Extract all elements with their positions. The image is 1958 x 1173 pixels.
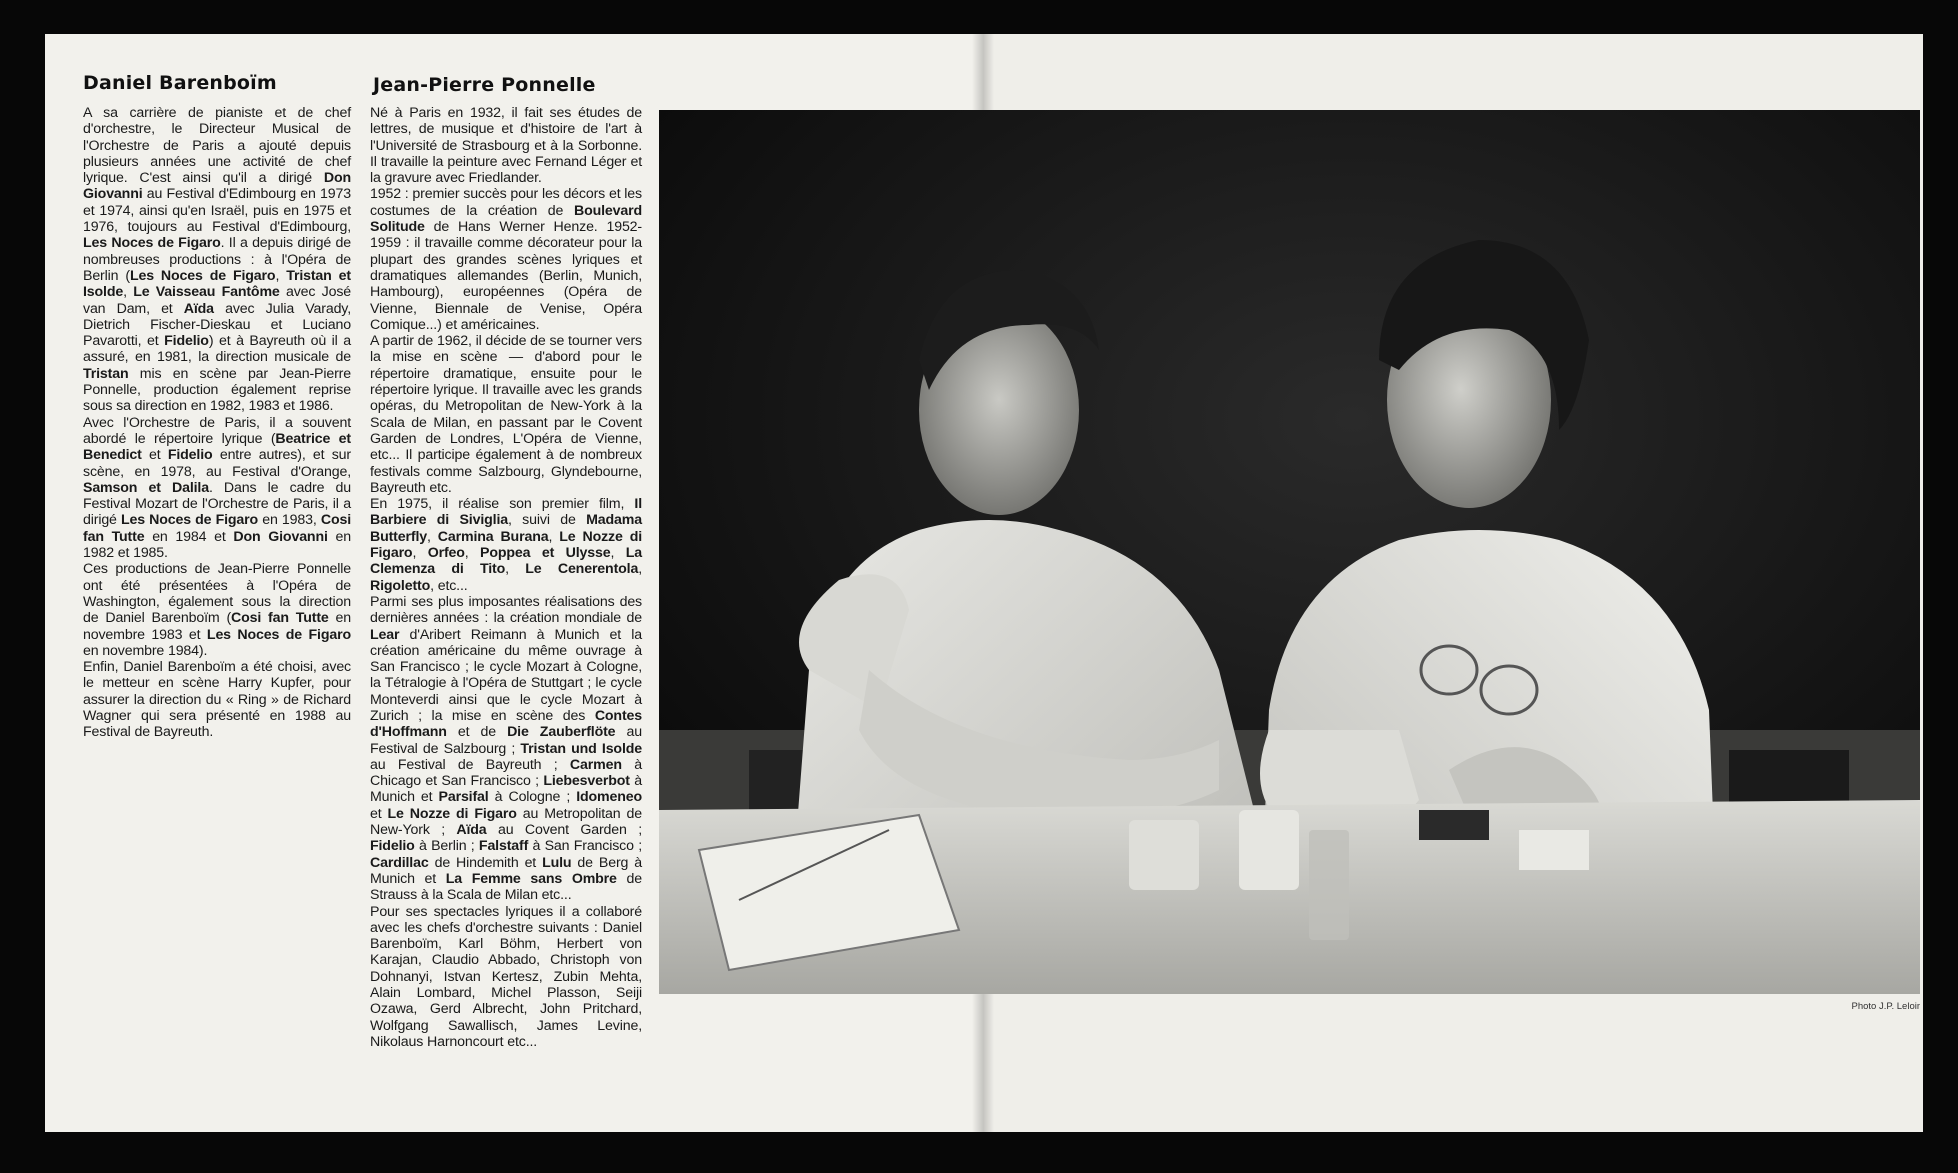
work-title: Cosi fan Tutte (83, 512, 351, 545)
work-title: Beatrice et Benedict (83, 430, 351, 464)
paragraph (370, 186, 642, 333)
text-run: Avec l'Orchestre de Paris, il a souvent abordé le répertoire lyrique ( (83, 414, 351, 447)
work-title: Fidelio (164, 333, 209, 350)
photograph-illustration (659, 110, 1920, 994)
text-run: ) et à Bayreuth où il a assuré, en 1981, la direction musicale de (83, 333, 351, 366)
photo-credit: Photo J.P. Leloir (1851, 1001, 1920, 1012)
work-title: Rigoletto (370, 577, 431, 594)
text-run: au Festival de Salzbourg ; (370, 724, 642, 757)
work-title: Fidelio (370, 838, 415, 855)
text-run: A partir de 1962, il décide de se tourner vers la mise en scène — d'abord pour le répertoire dramatique, ensuite pour le répertoire lyrique. Il travaille avec les grands opéras, du Metropolitan de New-York à la Scala de Milan, en passant par le Covent Garden de Londres, L'Opéra de Vienne, etc... Il participe également à de nombreux festivals comme Salzbourg, Glyndebourne, Bayreuth etc. (370, 333, 642, 496)
paragraph (370, 105, 642, 186)
text-run: au Festival de Bayreuth ; (370, 756, 570, 773)
text-run: mis en scène par Jean-Pierre Ponnelle, production également reprise sous sa direction en 1982, 1983 et 1986. (83, 365, 351, 415)
text-run: en 1982 et 1985. (83, 528, 351, 562)
work-title: Samson et Dalila (83, 479, 209, 496)
work-title: Tristan und Isolde (520, 740, 642, 757)
work-title: Les Noces de Figaro (120, 512, 259, 529)
paragraph (83, 561, 351, 659)
text-run: , etc... (430, 577, 468, 594)
text-run: à Chicago et San Francisco ; (370, 756, 642, 790)
work-title: Lear (370, 626, 400, 643)
ponnelle-heading: Jean-Pierre Ponnelle (373, 74, 596, 96)
ponnelle-biography (370, 105, 642, 1050)
work-title: Liebesverbot (543, 773, 630, 790)
rehearsal-photograph (659, 110, 1920, 994)
work-title: Poppea et Ulysse (480, 545, 611, 562)
text-run: au Festival d'Edimbourg en 1973 et 1974, ainsi qu'en Israël, puis en 1975 et 1976, toujours au Festival d'Edimbourg, (83, 186, 351, 236)
work-title: Parsifal (438, 789, 489, 806)
work-title: Cardillac (370, 854, 429, 871)
work-title: Die Zauberflöte (507, 724, 616, 741)
work-title: Le Cenerentola (525, 561, 639, 578)
work-title: Les Noces de Figaro (83, 235, 221, 252)
paragraph (83, 105, 351, 415)
text-run: , (610, 545, 626, 562)
work-title: Carmen (569, 756, 622, 773)
barenboim-biography (83, 105, 351, 741)
work-title: Les Noces de Figaro (129, 267, 276, 284)
text-run: Enfin, Daniel Barenboïm a été choisi, avec le metteur en scène Harry Kupfer, pour assurer la direction du « Ring » de Richard Wagner qui sera présenté en 1988 au Festival de Bayreuth. (83, 659, 351, 741)
text-run: en 1984 et (144, 528, 234, 545)
paragraph (370, 333, 642, 496)
work-title: Orfeo (427, 545, 465, 562)
text-run: En 1975, il réalise son premier film, (370, 496, 635, 513)
work-title: Aïda (456, 822, 487, 839)
text-run: . Dans le cadre du Festival Mozart de l'Orchestre de Paris, il a dirigé (83, 479, 351, 529)
text-run: en 1983, (258, 512, 321, 529)
text-run: et (141, 447, 168, 464)
work-title: Carmina Burana (437, 528, 549, 545)
text-run: 1952 : premier succès pour les décors et les costumes de la création de (370, 186, 642, 219)
paragraph (370, 496, 642, 594)
text-run: , (275, 267, 287, 284)
text-run: Né à Paris en 1932, il fait ses études de lettres, de musique et d'histoire de l'art à l'Université de Strasbourg et à la Sorbonne. Il travaille la peinture avec Fernand Léger et la gravure avec Friedlander. (370, 105, 642, 187)
work-title: Cosi fan Tutte (231, 610, 329, 627)
work-title: Les Noces de Figaro (206, 626, 351, 643)
text-run: , (548, 528, 560, 545)
text-run: de Berg à Munich et (370, 854, 642, 887)
text-run: à Cologne ; (488, 789, 577, 806)
work-title: Le Nozze di Figaro (387, 805, 517, 822)
work-title: Boulevard Solitude (370, 202, 642, 236)
work-title: Don Giovanni (83, 170, 351, 203)
text-run: et (370, 805, 388, 822)
text-run: à Berlin ; (414, 838, 479, 855)
text-run: , (638, 561, 642, 578)
paragraph (370, 594, 642, 904)
text-run: avec José van Dam, et (83, 284, 351, 317)
text-run: . Il a depuis dirigé de nombreuses productions : à l'Opéra de Berlin ( (83, 235, 351, 284)
work-title: Don Giovanni (233, 528, 328, 545)
text-run: Ces productions de Jean-Pierre Ponnelle ont été présentées à l'Opéra de Washington, également sous la direction de Daniel Barenboïm ( (83, 561, 351, 627)
text-run: à San Francisco ; (528, 838, 642, 855)
text-run: et de (446, 724, 508, 741)
text-run: , (426, 528, 438, 545)
text-run: , (412, 545, 428, 562)
text-run: , (505, 561, 526, 578)
paragraph (83, 415, 351, 562)
text-run: , (464, 545, 481, 562)
text-run: au Metropolitan de New-York ; (370, 805, 642, 839)
text-run: en novembre 1984). (83, 642, 208, 659)
text-run: entre autres), et sur scène, en 1978, au Festival d'Orange, (83, 447, 351, 480)
paragraph (83, 659, 351, 740)
work-title: Lulu (542, 854, 572, 871)
text-run: de Hindemith et (428, 854, 543, 871)
text-run: à Munich et (370, 773, 642, 806)
text-run: A sa carrière de pianiste et de chef d'orchestre, le Directeur Musical de l'Orchestre de Paris a ajouté depuis plusieurs années une activité de chef lyrique. C'est ainsi qu'il a dirigé (83, 105, 351, 187)
work-title: Idomeneo (576, 789, 643, 806)
text-run: d'Aribert Reimann à Munich et la création américaine du même ouvrage à San Francisco ; le cycle Mozart à Cologne, la Tétralogie à l'Opéra de Stuttgart ; le cycle Monteverdi ainsi que le cycle Mozart à Zurich ; la mise en scène des (370, 626, 642, 724)
text-run: , suivi de (507, 512, 587, 529)
work-title: Contes d'Hoffmann (370, 707, 642, 741)
work-title: Tristan et Isolde (83, 267, 351, 301)
text-run: au Covent Garden ; (486, 822, 642, 839)
work-title: Aïda (183, 300, 214, 317)
text-run: avec Julia Varady, Dietrich Fischer-Dieskau et Luciano Pavarotti, et (83, 300, 351, 350)
text-run: Parmi ses plus imposantes réalisations des dernières années : la création mondiale de (370, 593, 642, 627)
text-run: de Strauss à la Scala de Milan etc... (370, 870, 642, 904)
text-run: , (123, 284, 134, 301)
paragraph (370, 904, 642, 1051)
work-title: Il Barbiere di Siviglia (370, 496, 642, 529)
text-run: Pour ses spectacles lyriques il a collaboré avec les chefs d'orchestre suivants : Daniel Barenboïm, Karl Böhm, Herbert von Karajan, Claudio Abbado, Christoph von Dohnanyi, Istvan Kertesz, Zubin Mehta, Alain Lombard, Michel Plasson, Seiji Ozawa, Gerd Albrecht, John Pritchard, Wolfgang Sawallisch, James Levine, Nikolaus Harnoncourt etc... (370, 903, 642, 1050)
work-title: Madama Butterfly (370, 512, 642, 545)
work-title: Falstaff (478, 838, 529, 855)
work-title: Le Nozze di Figaro (370, 528, 642, 562)
work-title: Tristan (83, 365, 129, 382)
work-title: Fidelio (167, 447, 213, 464)
work-title: La Clemenza di Tito (370, 545, 642, 578)
text-run: de Hans Werner Henze. 1952-1959 : il travaille comme décorateur pour la plupart des grandes scènes lyriques et dramatiques allemandes (Berlin, Munich, Hambourg), européennes (Opéra de Vienne, Biennale de Venise, Opéra Comique...) et américaines. (370, 219, 642, 333)
barenboim-heading: Daniel Barenboïm (83, 72, 277, 94)
work-title: Le Vaisseau Fantôme (133, 284, 280, 301)
work-title: La Femme sans Ombre (445, 870, 617, 887)
text-run: en novembre 1983 et (83, 610, 351, 643)
